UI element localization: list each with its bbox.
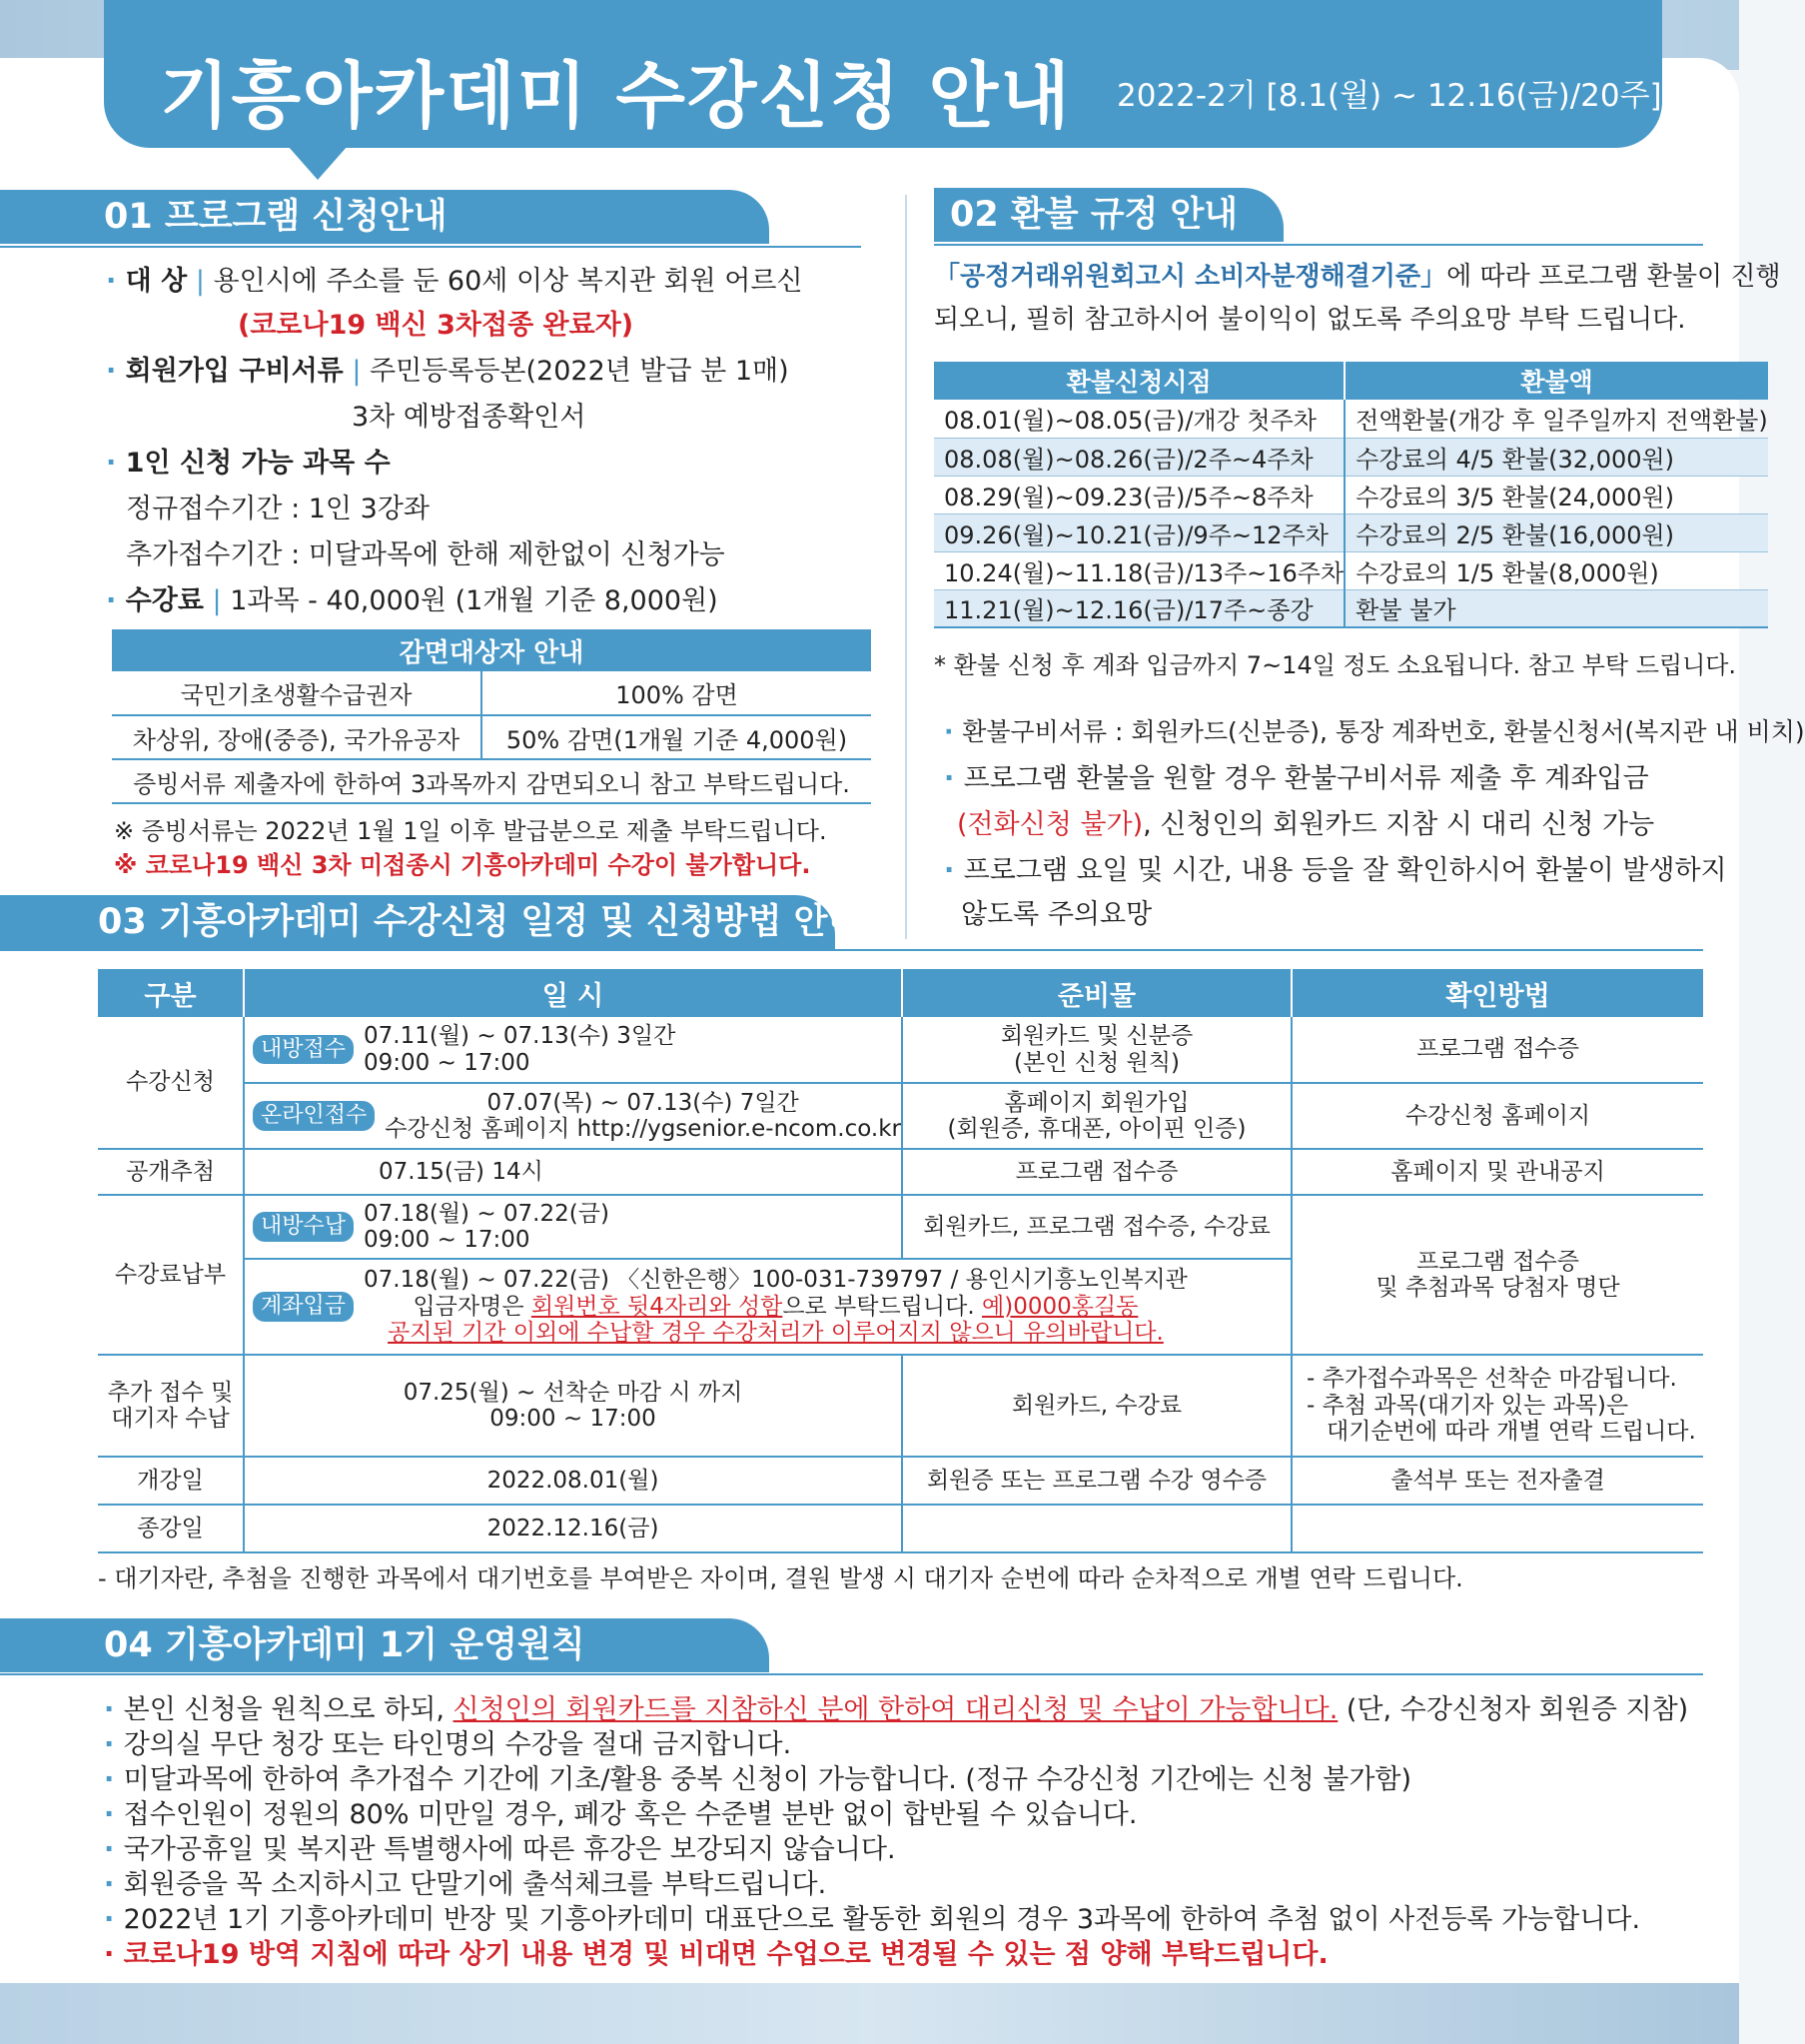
- prep-cell: 프로그램 접수증: [902, 1149, 1292, 1195]
- refund-table: [934, 362, 1768, 628]
- col-preparation: 준비물: [902, 969, 1292, 1017]
- discount-cell: 100% 감면: [481, 671, 871, 715]
- table-row: [98, 1195, 1703, 1259]
- datetime-cell: [244, 1083, 902, 1149]
- principle-2: · 강의실 무단 청강 또는 타인명의 수강을 절대 금지합니다.: [104, 1729, 792, 1760]
- time-line: 09:00 ~ 17:00: [364, 1227, 530, 1253]
- date-line: 07.11(월) ~ 07.13(수) 3일간: [364, 1023, 676, 1050]
- refund-cell: 전액환불(개강 후 일주일까지 전액환불): [1345, 400, 1768, 438]
- prep-line: 홈페이지 회원가입: [1004, 1089, 1190, 1116]
- refund-cell: 수강료의 1/5 환불(8,000원): [1345, 551, 1768, 589]
- section-03-rule: [0, 949, 1703, 951]
- refund-cell: 08.01(월)~08.05(금)/개강 첫주차: [934, 400, 1345, 438]
- refund-cell: 수강료의 4/5 환불(32,000원): [1345, 438, 1768, 476]
- payment-warning: 공지된 기간 이외에 수납할 경우 수강처리가 이루어지지 않으니 유의바랍니다.: [388, 1320, 1164, 1347]
- refund-col-amount: 환불액: [1345, 362, 1768, 400]
- table-row: [98, 1083, 1703, 1149]
- principle-4: · 접수인원이 정원의 80% 미만일 경우, 폐강 혹은 수준별 분반 없이 합반될 수 있습니다.: [104, 1799, 1138, 1830]
- principle-3-text: 미달과목에 한하여 추가접수 기간에 기초/활용 중복 신청이 가능합니다. (정규 수강신청 기간에는 신청 불가함): [123, 1764, 1412, 1795]
- section-01-rule: [0, 246, 861, 248]
- prep-cell: [902, 1505, 1292, 1552]
- check-cell: 홈페이지 및 관내공지: [1292, 1149, 1703, 1195]
- table-row: [98, 1355, 1703, 1457]
- docs-text: 주민등록등본(2022년 발급 분 1매): [370, 356, 789, 387]
- refund-bullet-2-text: 프로그램 환불을 원할 경우 환불구비서류 제출 후 계좌입금: [963, 763, 1649, 794]
- schedule-table: [98, 969, 1703, 1553]
- refund-bullet-2: · 프로그램 환불을 원할 경우 환불구비서류 제출 후 계좌입금: [944, 763, 1649, 794]
- datetime-cell: 2022.12.16(금): [244, 1505, 902, 1552]
- refund-cell: 08.08(월)~08.26(금)/2주~4주차: [934, 438, 1345, 476]
- discount-cell: 50% 감면(1개월 기준 4,000원): [481, 715, 871, 759]
- discount-cell: 국민기초생활수급권자: [112, 671, 481, 715]
- date-line: 07.18(월) ~ 07.22(금): [364, 1200, 609, 1227]
- check-cell: [1292, 1355, 1703, 1457]
- page-title: 기흥아카데미 수강신청 안내: [160, 54, 1072, 138]
- table-row: [934, 513, 1768, 551]
- prep-line: (본인 신청 원칙): [1014, 1049, 1180, 1076]
- refund-cell: 10.24(월)~11.18(금)/13주~16주차: [934, 551, 1345, 589]
- col-datetime: 일 시: [244, 969, 902, 1017]
- table-row: [98, 1017, 1703, 1083]
- refund-bullet-2-rest: , 신청인의 회원카드 지참 시 대리 신청 가능: [1143, 809, 1655, 840]
- target-note: (코로나19 백신 3차접종 완료자): [238, 310, 634, 341]
- prep-cell: 회원증 또는 프로그램 수강 영수증: [902, 1457, 1292, 1505]
- table-row: [934, 438, 1768, 476]
- depositor-text: 입금자명은: [413, 1293, 531, 1320]
- refund-bullet-3b: 않도록 주의요망: [961, 899, 1153, 930]
- refund-bullet-3: · 프로그램 요일 및 시간, 내용 등을 잘 확인하시어 환불이 발생하지: [944, 855, 1727, 886]
- refund-cell: 09.26(월)~10.21(금)/9주~12주차: [934, 513, 1345, 551]
- refund-intro-source: 「공정거래위원회고시 소비자분쟁해결기준」: [934, 262, 1447, 292]
- principle-5-text: 국가공휴일 및 복지관 특별행사에 따른 휴강은 보강되지 않습니다.: [123, 1834, 896, 1865]
- bank-account-line: 07.18(월) ~ 07.22(금) 〈신한은행〉100-031-739797 / 용인시기흥노인복지관: [364, 1267, 1188, 1294]
- refund-intro-2: 되오니, 필히 참고하시어 불이익이 없도록 주의요망 부탁 드립니다.: [934, 305, 1686, 335]
- refund-cell: 수강료의 3/5 환불(24,000원): [1345, 476, 1768, 513]
- principle-1-highlight: 신청인의 회원카드를 지참하신 분에 한하여 대리신청 및 수납이 가능합니다.: [452, 1694, 1339, 1725]
- section-02-rule: [934, 244, 1703, 246]
- docs-text-2: 3차 예방접종확인서: [352, 402, 586, 433]
- section-01-heading: 01 프로그램 신청안내: [0, 190, 769, 244]
- principle-6-text: 회원증을 꼭 소지하시고 단말기에 출석체크를 부탁드립니다.: [123, 1869, 827, 1900]
- term-info: 2022-2기 [8.1(월) ~ 12.16(금)/20주]: [1117, 78, 1662, 114]
- refund-cell: 11.21(월)~12.16(금)/17주~종강: [934, 589, 1345, 627]
- principle-1-text: 본인 신청을 원칙으로 하되,: [123, 1694, 453, 1725]
- discount-title: 감면대상자 안내: [112, 629, 871, 671]
- discount-footer: 증빙서류 제출자에 한하여 3과목까지 감면되오니 참고 부탁드립니다.: [112, 759, 871, 803]
- count-label: 1인 신청 가능 과목 수: [125, 448, 391, 479]
- section-03-heading: 03 기흥아카데미 수강신청 일정 및 신청방법 안내: [0, 895, 835, 949]
- docs-label: 회원가입 구비서류: [125, 356, 344, 387]
- check-line: - 추가접수과목은 선착순 마감됩니다.: [1307, 1366, 1677, 1393]
- depositor-rule: 회원번호 뒷4자리와 성함: [530, 1293, 783, 1320]
- column-divider: [905, 195, 907, 939]
- time-line: 09:00 ~ 17:00: [489, 1406, 656, 1432]
- fee-row: · 수강료 | 1과목 - 40,000원 (1개월 기준 8,000원): [106, 585, 718, 616]
- cat-additional: [98, 1355, 244, 1457]
- table-row: [934, 551, 1768, 589]
- cat-end: 종강일: [98, 1505, 244, 1552]
- cat-registration: 수강신청: [98, 1017, 244, 1149]
- time-line: 09:00 ~ 17:00: [364, 1049, 530, 1076]
- refund-cell: 환불 불가: [1345, 589, 1768, 627]
- col-verification: 확인방법: [1292, 969, 1703, 1017]
- target-row: · 대 상 | 용인시에 주소를 둔 60세 이상 복지관 회원 어르신: [106, 266, 803, 297]
- prep-cell: 회원카드, 수강료: [902, 1355, 1292, 1457]
- fee-text: 1과목 - 40,000원 (1개월 기준 8,000원): [230, 585, 718, 616]
- depositor-example: 예)0000홍길동: [982, 1293, 1139, 1320]
- principle-8-text: 코로나19 방역 지침에 따라 상기 내용 변경 및 비대면 수업으로 변경될 수 있는 점 양해 부탁드립니다.: [123, 1939, 1329, 1970]
- principle-8: · 코로나19 방역 지침에 따라 상기 내용 변경 및 비대면 수업으로 변경될 수 있는 점 양해 부탁드립니다.: [104, 1939, 1329, 1970]
- prep-line: (회원증, 휴대폰, 아이핀 인증): [947, 1116, 1247, 1142]
- count-row: · 1인 신청 가능 과목 수: [106, 448, 391, 479]
- target-text: 용인시에 주소를 둔 60세 이상 복지관 회원 어르신: [213, 266, 803, 297]
- datetime-cell: [244, 1355, 902, 1457]
- depositor-line: [364, 1294, 1188, 1320]
- depositor-text-2: 으로 부탁드립니다.: [782, 1293, 982, 1320]
- cat-payment: 수강료납부: [98, 1195, 244, 1355]
- principle-6: · 회원증을 꼭 소지하시고 단말기에 출석체크를 부탁드립니다.: [104, 1869, 827, 1900]
- date-line: 07.07(목) ~ 07.13(수) 7일간: [486, 1089, 799, 1116]
- col-category: 구분: [98, 969, 244, 1017]
- table-row: [934, 589, 1768, 627]
- table-row: [98, 1505, 1703, 1552]
- waitlist-footnote: - 대기자란, 추첨을 진행한 과목에서 대기번호를 부여받은 자이며, 결원 발생 시 대기자 순번에 따라 순차적으로 개별 연락 드립니다.: [98, 1564, 1463, 1592]
- table-row: [934, 400, 1768, 438]
- table-row: [112, 671, 871, 715]
- check-line: 대기순번에 따라 개별 연락 드립니다.: [1327, 1419, 1696, 1446]
- check-cell: [1292, 1505, 1703, 1552]
- background-bottom: [0, 1983, 1739, 2044]
- principle-5: · 국가공휴일 및 복지관 특별행사에 따른 휴강은 보강되지 않습니다.: [104, 1834, 896, 1865]
- table-row: [98, 1149, 1703, 1195]
- principle-4-text: 접수인원이 정원의 80% 미만일 경우, 폐강 혹은 수준별 분반 없이 합반될 수 있습니다.: [123, 1799, 1138, 1830]
- refund-bullet-2b: [957, 809, 1654, 841]
- visit-registration-badge: 내방접수: [253, 1035, 354, 1064]
- prep-cell: 회원카드, 프로그램 접수증, 수강료: [902, 1195, 1292, 1259]
- check-line: 프로그램 접수증: [1416, 1248, 1579, 1275]
- check-cell: [1292, 1195, 1703, 1355]
- check-cell: 수강신청 홈페이지: [1292, 1083, 1703, 1149]
- refund-bullet-3-text: 프로그램 요일 및 시간, 내용 등을 잘 확인하시어 환불이 발생하지: [963, 855, 1727, 886]
- refund-col-period: 환불신청시점: [934, 362, 1345, 400]
- section-04-heading: 04 기흥아카데미 1기 운영원칙: [0, 1618, 769, 1672]
- datetime-cell: [244, 1195, 902, 1259]
- principle-7: · 2022년 1기 기흥아카데미 반장 및 기흥아카데미 대표단으로 활동한 회원의 경우 3과목에 한하여 추첨 없이 사전등록 가능합니다.: [104, 1904, 1641, 1935]
- date-line: 07.25(월) ~ 선착순 마감 시 까지: [403, 1379, 743, 1406]
- principle-7-text: 2022년 1기 기흥아카데미 반장 및 기흥아카데미 대표단으로 활동한 회원의 경우 3과목에 한하여 추첨 없이 사전등록 가능합니다.: [123, 1904, 1641, 1935]
- discount-cell: 차상위, 장애(중증), 국가유공자: [112, 715, 481, 759]
- refund-intro-rest: 에 따라 프로그램 환불이 진행: [1446, 262, 1781, 292]
- datetime-cell: [244, 1259, 1292, 1355]
- table-row: [112, 715, 871, 759]
- count-line-2: 추가접수기간 : 미달과목에 한해 제한없이 신청가능: [126, 539, 725, 570]
- online-registration-badge: 온라인접수: [253, 1101, 375, 1130]
- cat-start: 개강일: [98, 1457, 244, 1505]
- principle-2-text: 강의실 무단 청강 또는 타인명의 수강을 절대 금지합니다.: [123, 1729, 792, 1760]
- refund-intro: [934, 262, 1781, 293]
- prep-cell: [902, 1083, 1292, 1149]
- bank-transfer-badge: 계좌입금: [253, 1292, 354, 1321]
- check-cell: 프로그램 접수증: [1292, 1017, 1703, 1083]
- header-banner-tail: [288, 146, 348, 180]
- table-row: [934, 476, 1768, 513]
- fee-label: 수강료: [125, 585, 204, 616]
- note-1: ※ 증빙서류는 2022년 1월 1일 이후 발급분으로 제출 부탁드립니다.: [114, 817, 827, 845]
- refund-bullet-1-text: 환불구비서류 : 회원카드(신분증), 통장 계좌번호, 환불신청서(복지관 내 비치): [962, 717, 1805, 746]
- prep-line: 회원카드 및 신분증: [1000, 1023, 1194, 1050]
- refund-cell: 수강료의 2/5 환불(16,000원): [1345, 513, 1768, 551]
- refund-cell: 08.29(월)~09.23(금)/5주~8주차: [934, 476, 1345, 513]
- refund-note: * 환불 신청 후 계좌 입금까지 7~14일 정도 소요됩니다. 참고 부탁 드립니다.: [934, 651, 1737, 679]
- check-line: - 추첨 과목(대기자 있는 과목)은: [1307, 1392, 1629, 1419]
- section-04-rule: [0, 1673, 1703, 1675]
- refund-bullet-1: · 환불구비서류 : 회원카드(신분증), 통장 계좌번호, 환불신청서(복지관 내 비치): [944, 717, 1805, 746]
- datetime-cell: 2022.08.01(월): [244, 1457, 902, 1505]
- table-row: [98, 1457, 1703, 1505]
- check-line: 및 추첨과목 당첨자 명단: [1375, 1275, 1620, 1301]
- table-row: [112, 759, 871, 803]
- phone-not-allowed: (전화신청 불가): [957, 809, 1144, 840]
- cat-line: 대기자 수납: [111, 1406, 230, 1432]
- check-cell: 출석부 또는 전자출결: [1292, 1457, 1703, 1505]
- docs-row: · 회원가입 구비서류 | 주민등록등본(2022년 발급 분 1매): [106, 356, 789, 387]
- principle-1-note: (단, 수강신청자 회원증 지참): [1338, 1694, 1689, 1725]
- principle-1: · 본인 신청을 원칙으로 하되, 신청인의 회원카드를 지참하신 분에 한하여 대리신청 및 수납이 가능합니다. (단, 수강신청자 회원증 지참): [104, 1694, 1689, 1725]
- datetime-cell: [244, 1017, 902, 1083]
- discount-table: [112, 629, 871, 804]
- cat-line: 추가 접수 및: [107, 1379, 234, 1406]
- principle-3: · 미달과목에 한하여 추가접수 기간에 기초/활용 중복 신청이 가능합니다. (정규 수강신청 기간에는 신청 불가함): [104, 1764, 1412, 1795]
- cat-lottery: 공개추첨: [98, 1149, 244, 1195]
- section-02-heading: 02 환불 규정 안내: [934, 188, 1284, 242]
- datetime-cell: 07.15(금) 14시: [244, 1149, 902, 1195]
- note-2: ※ 코로나19 백신 3차 미접종시 기흥아카데미 수강이 불가합니다.: [114, 851, 811, 879]
- target-label: 대 상: [125, 266, 188, 297]
- visit-payment-badge: 내방수납: [253, 1212, 354, 1241]
- website-line: 수강신청 홈페이지 http://ygsenior.e-ncom.co.kr: [385, 1116, 901, 1142]
- prep-cell: [902, 1017, 1292, 1083]
- count-line-1: 정규접수기간 : 1인 3강좌: [126, 494, 430, 524]
